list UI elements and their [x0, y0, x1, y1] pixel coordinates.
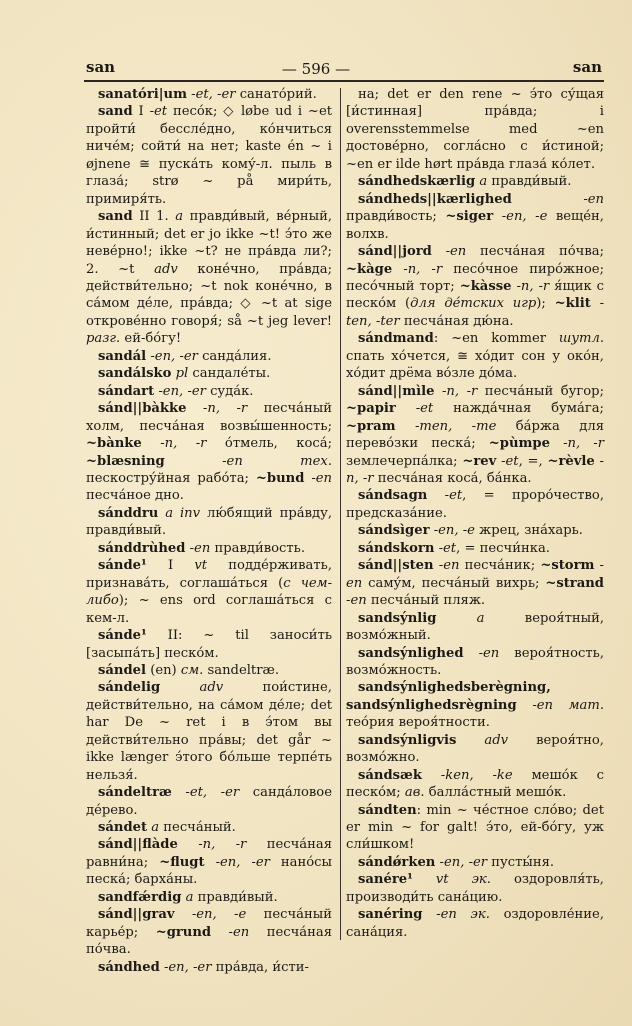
dictionary-entry [346, 173, 604, 190]
entry-grammar-label: a [147, 820, 160, 836]
dictionary-entry [86, 103, 332, 208]
entry-grammar-label: -men, -me [395, 418, 497, 434]
entry-text: (en) [146, 662, 181, 678]
dictionary-entry [86, 208, 332, 348]
dictionary-entry [86, 662, 332, 679]
page-number: — 596 — [281, 60, 351, 78]
entry-headword: sandsýnlighedsberègning, sandsýnlighedsrègning [346, 680, 551, 713]
entry-text: песча́ный холм, песча́ная возвы́шенность; [86, 401, 332, 434]
entry-grammar-label: -en [211, 924, 250, 940]
entry-headword: ~storm [540, 558, 595, 574]
entry-text: сандале́ты. [188, 366, 271, 382]
entry-text: ); ~ ens ord соглаша́ться с кем-л. [86, 593, 332, 626]
entry-text: : ~en kommer [433, 331, 559, 347]
entry-grammar-label: adv [456, 732, 509, 748]
dictionary-entry [86, 959, 332, 976]
entry-headword: sandálsko [98, 366, 172, 382]
dictionary-entry [86, 679, 332, 784]
entry-headword: sánd||mìle [358, 383, 435, 399]
entry-text: санато́рий. [235, 87, 317, 102]
entry-headword: sándhed [98, 959, 160, 975]
entry-grammar-label: -et [395, 401, 434, 417]
entry-text: , =, [518, 453, 548, 469]
entry-grammar-label: для де́тских игр [410, 296, 537, 312]
dictionary-entry [346, 522, 604, 539]
entry-grammar-label: -n, -r [177, 837, 247, 853]
entry-text: пра́вда, и́сти- [211, 959, 309, 975]
entry-text: песча́ная по́чва; [466, 244, 605, 260]
entry-grammar-label: -n, -r [549, 436, 604, 452]
dictionary-entry [346, 243, 604, 330]
entry-grammar-label: -en тех. [164, 453, 332, 469]
entry-grammar-label: -ten, -ter [346, 296, 605, 329]
entry-headword: sándsagn [358, 488, 428, 504]
entry-text: коне́чно, пра́вда; действи́тельно; ~t nok коне́чно, в са́мом де́ле, пра́вда; ◇ ~t at sige открове́нно говоря́; så ~t jeg lever! [86, 261, 332, 329]
entry-grammar-label: -n, -r [392, 261, 443, 277]
entry-text: оздоровле́ние, сана́ция. [346, 907, 605, 940]
entry-text: песча́ный карье́р; [86, 907, 332, 940]
entry-headword: sánd||bàkke [98, 401, 187, 417]
dictionary-entry [346, 86, 604, 173]
entry-text: II 1. [132, 209, 176, 225]
entry-headword: ~blæsning [86, 453, 165, 469]
entry-text: песча́ная по́чва. [86, 924, 333, 958]
entry-text: песча́ная равни́на; [86, 837, 332, 870]
dictionary-entry [86, 627, 332, 662]
entry-grammar-label: -en [433, 558, 460, 574]
dictionary-entry [346, 802, 604, 854]
entry-text: : min ~ че́стное сло́во; det er min ~ for galt! э́то, ей-бо́гу, уж сли́шком! [346, 802, 604, 853]
header-left-guide-word: san [86, 58, 116, 76]
entry-text: II: ~ til заноси́ть [засыпа́ть] песко́м. [86, 628, 332, 661]
entry-text: песча́ный. [159, 820, 236, 836]
entry-headword: sand [98, 104, 133, 120]
entry-headword: sándsìger [358, 523, 430, 539]
entry-text: песча́ный бугор; [477, 383, 604, 399]
entry-headword: sánd||jord [358, 244, 432, 260]
entry-text: суда́к. [205, 383, 254, 399]
entry-grammar-label: разг. [86, 331, 121, 347]
entry-grammar-label: -en [304, 470, 332, 486]
entry-text: правди́вый. [193, 889, 278, 905]
entry-text: правди́вость; [346, 209, 446, 225]
entry-text: веще́н, волхв. [346, 209, 604, 242]
entry-text: I [132, 104, 150, 120]
entry-text: песча́ный пляж. [366, 593, 486, 609]
dictionary-entry [346, 487, 604, 522]
entry-text: вероя́тный, возмо́жный. [346, 610, 605, 644]
entry-grammar-label: a [475, 174, 488, 190]
entry-headword: sanére¹ [358, 872, 413, 888]
dictionary-entry [346, 871, 604, 906]
entry-grammar-label: a inv [158, 505, 201, 521]
entry-text: ба́ржа для перево́зки песка́; [346, 418, 604, 452]
entry-grammar-label: -en, -er [146, 348, 198, 364]
entry-grammar-label: -en [463, 645, 500, 661]
entry-grammar-label: vt [194, 558, 208, 574]
entry-text: лю́бящий пра́вду, правди́вый. [86, 505, 332, 539]
dictionary-entry [86, 836, 332, 888]
entry-headword: ~klit [554, 296, 591, 312]
entry-text: нано́сы песка́; барха́ны. [86, 854, 332, 888]
entry-headword: sándel [98, 662, 147, 678]
entry-text: , = проро́чество, предсказа́ние. [346, 488, 604, 521]
entry-grammar-label: vt эк. [412, 872, 491, 888]
entry-grammar-label: -et, -er [171, 785, 240, 801]
entry-grammar-label: a [436, 610, 485, 626]
entry-grammar-label: -en [346, 558, 604, 591]
header-rule [84, 80, 604, 82]
entry-headword: ~pram [346, 418, 396, 434]
entry-headword: ~rèvle [547, 453, 595, 469]
entry-headword: ~strand [545, 575, 604, 591]
entry-text: песо́к; ◇ løbe ud i ~et пройти́ бессле́дно, ко́нчиться ниче́м; сойти́ на нет; kaste én ~ i øjnene ≅ пуска́ть кому́-л. пыль в глаза́; strø ~ på мири́ть, примиря́ть. [86, 104, 333, 207]
entry-grammar-label: -n, -r [434, 383, 478, 399]
entry-text: на; det er den rene ~ э́то су́щая [и́стинная] пра́вда; i overensstemmelse med ~en достове́рно, согла́сно с и́стиной; ~en er ilde hørt пра́вда глаза́ ко́лет. [346, 87, 604, 172]
dictionary-entry [346, 610, 604, 645]
entry-text: песча́ное дно. [86, 488, 184, 504]
entry-headword: sándhedskærlig [358, 174, 476, 190]
entry-headword: sand [98, 209, 133, 225]
entry-headword: ~flugt [159, 854, 205, 870]
entry-grammar-label: -et [427, 488, 463, 504]
entry-text: sandeltræ. [203, 662, 280, 678]
entry-text: балла́стный мешо́к. [424, 785, 567, 801]
entry-headword: sandsýnlig [358, 610, 437, 626]
dictionary-entry [346, 906, 604, 941]
entry-grammar-label: -n, -r [346, 453, 604, 486]
entry-headword: sanatóri|um [98, 87, 187, 102]
entry-grammar-label: -en [511, 191, 604, 207]
entry-grammar-label: -ken, -ke [421, 767, 513, 783]
entry-headword: sandsýnligvis [358, 732, 457, 748]
dictionary-entry [346, 540, 604, 557]
entry-headword: sándskorn [358, 540, 435, 556]
entry-text: землечерпа́лка; [346, 453, 463, 469]
entry-grammar-label: adv [160, 680, 224, 696]
entry-text: пои́стине, действи́тельно, на са́мом де́ле; det har De ~ ret i в э́том вы действи́тельно пра́вы; det går ~ ikke længer э́того бо́льше терпе́ть нельзя́. [86, 680, 332, 783]
entry-headword: sánddru [98, 505, 159, 521]
entry-headword: ~pùmpe [488, 436, 550, 452]
entry-headword: ~grund [155, 924, 212, 940]
entry-headword: sánde¹ [98, 558, 147, 574]
dictionary-entry [86, 557, 332, 627]
entry-headword: ~bànke [86, 436, 142, 452]
dictionary-entry [86, 906, 332, 958]
entry-text: саму́м, песча́ный вихрь; [362, 575, 546, 591]
dictionary-entry [86, 86, 332, 103]
left-column [86, 86, 332, 976]
entry-text: санда́лия. [197, 348, 272, 364]
entry-grammar-label: a [181, 889, 194, 905]
entry-grammar-label: шутл. [558, 331, 604, 347]
dictionary-entry [346, 383, 604, 488]
entry-headword: sándten [358, 802, 417, 818]
entry-grammar-label: ав. [404, 785, 425, 801]
entry-text: правди́вость. [210, 540, 305, 556]
entry-text: пескостру́йная рабо́та; [86, 470, 256, 486]
header-right-guide-word: san [572, 58, 602, 76]
entry-headword: sandál [98, 348, 147, 364]
entry-grammar-label: -et [434, 540, 457, 556]
entry-headword: sánd||flàde [98, 837, 178, 853]
entry-text: о́тмель, коса́; [206, 436, 332, 452]
entry-text: вероя́тно, возмо́жно. [346, 732, 604, 766]
entry-grammar-label: pl [171, 366, 189, 382]
entry-headword: ~papir [346, 401, 396, 417]
dictionary-entry [86, 348, 332, 365]
entry-text: правди́вый, ве́рный, и́стинный; det er jo ikke ~t! э́то же неве́рно!; ikke ~t? не пра́вда ли?; 2. ~t [86, 209, 333, 277]
entry-grammar-label: -n, -r [141, 436, 207, 452]
entry-text: ); [536, 296, 555, 312]
entry-grammar-label: -en [346, 593, 367, 609]
entry-grammar-label: -n, -r [511, 278, 550, 294]
entry-grammar-label: -en, -e [174, 907, 247, 923]
entry-headword: sánddrùhed [98, 540, 186, 556]
entry-headword: sándmand [358, 331, 434, 347]
dictionary-entry [346, 645, 604, 680]
entry-text: жрец, зна́харь. [474, 523, 583, 539]
entry-headword: sándǿrken [358, 854, 436, 870]
dictionary-entry [86, 365, 332, 382]
entry-grammar-label: a [175, 209, 184, 225]
entry-text: песо́чное пиро́жное; песо́чный торт; [346, 261, 604, 294]
entry-headword: sándheds||kærlighed [358, 191, 512, 207]
entry-text: ей-бо́гу! [120, 331, 182, 347]
entry-headword: ~bund [255, 470, 305, 486]
entry-text: песча́ная коса́, ба́нка. [373, 470, 532, 486]
entry-grammar-label: -en, -er [154, 383, 206, 399]
entry-text: песча́ник; [459, 558, 541, 574]
entry-grammar-label: с чем-либо [86, 575, 333, 609]
dictionary-entry [86, 540, 332, 557]
entry-headword: sánd||grav [98, 907, 175, 923]
entry-headword: ~rev [462, 453, 497, 469]
entry-text: пусты́ня. [487, 854, 555, 870]
dictionary-entry [86, 819, 332, 836]
entry-text: санда́ловое де́рево. [86, 785, 332, 818]
entry-headword: ~siger [445, 209, 494, 225]
entry-grammar-label: -en, -er [159, 959, 212, 975]
dictionary-entry [86, 400, 332, 505]
entry-grammar-label: -en мат. [516, 697, 604, 713]
entry-text: оздоровля́ть, производи́ть сана́цию. [346, 872, 604, 905]
column-divider [340, 88, 341, 940]
entry-headword: ~kàge [346, 261, 393, 277]
entry-text: тео́рия вероя́тности. [346, 715, 490, 731]
dictionary-entry [86, 505, 332, 540]
entry-headword: sándelig [98, 680, 161, 696]
dictionary-entry [346, 330, 604, 382]
entry-headword: sándeltræ [98, 785, 172, 801]
entry-headword: ~kàsse [459, 278, 512, 294]
entry-headword: sándart [98, 383, 155, 399]
entry-grammar-label: -en, -er [204, 854, 270, 870]
entry-text: мешо́к с песко́м; [346, 767, 604, 801]
entry-grammar-label: -n, -r [186, 401, 248, 417]
entry-grammar-label: см. [180, 662, 204, 678]
entry-text: подде́рживать, признава́ть, соглаша́ться ( [86, 558, 332, 591]
entry-grammar-label: -en, -e [429, 523, 475, 539]
entry-headword: sandfǽrdig [98, 889, 182, 905]
dictionary-entry [346, 767, 604, 802]
entry-text: I [146, 558, 195, 574]
entry-grammar-label: -et [496, 453, 519, 469]
entry-headword: sánd||sten [358, 558, 434, 574]
dictionary-entry [86, 889, 332, 906]
entry-headword: sandsýnlighed [358, 645, 464, 661]
entry-grammar-label: -et [149, 104, 168, 120]
entry-headword: sándet [98, 820, 148, 836]
entry-text: , = песчи́нка. [456, 540, 550, 556]
dictionary-entry [346, 679, 604, 731]
entry-grammar-label: -en [185, 540, 211, 556]
entry-headword: sánde¹ [98, 628, 147, 644]
entry-text: я́щик с песко́м ( [346, 278, 604, 312]
dictionary-entry [346, 732, 604, 767]
entry-text: правди́вый. [487, 174, 572, 190]
entry-headword: sanéring [358, 907, 423, 923]
entry-grammar-label: -en [431, 244, 467, 260]
entry-grammar-label: -et, -er [186, 87, 236, 102]
entry-headword: sándsæk [358, 767, 422, 783]
dictionary-entry [346, 557, 604, 609]
entry-grammar-label: -en, -e [493, 209, 548, 225]
entry-text: спать хо́чется, ≅ хо́дит сон у око́н, хо́дит дрёма во́зле до́ма. [346, 348, 604, 382]
dictionary-entry [346, 854, 604, 871]
dictionary-entry [346, 191, 604, 243]
entry-text: вероя́тность, возмо́жность. [346, 645, 604, 678]
right-column [346, 86, 604, 941]
dictionary-entry [86, 784, 332, 819]
entry-text: песча́ная дю́на. [399, 313, 514, 329]
dictionary-entry [86, 383, 332, 400]
entry-grammar-label: -en эк. [422, 907, 490, 923]
entry-text: нажда́чная бума́га; [433, 401, 604, 417]
entry-grammar-label: -en, -er [435, 854, 488, 870]
entry-grammar-label: adv [154, 261, 178, 277]
